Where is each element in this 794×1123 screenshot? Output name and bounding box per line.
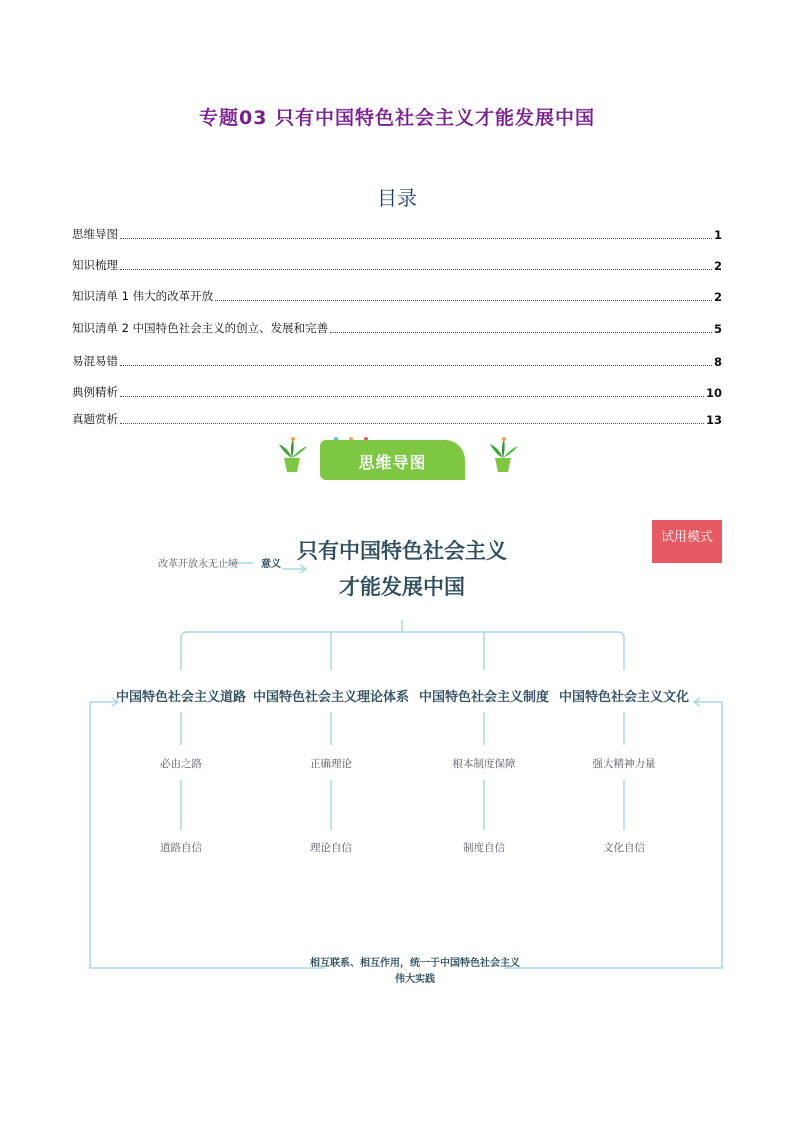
toc-item-label: 典例精析	[72, 385, 118, 399]
toc-item-label: 真题赏析	[72, 412, 118, 426]
section-banner-label: 思维导图	[358, 453, 427, 472]
trial-badge: 试用模式	[652, 520, 722, 563]
toc-item-page: 5	[713, 322, 722, 336]
toc-leader	[120, 364, 712, 366]
toc-leader	[330, 331, 712, 333]
root-title-line1: 只有中国特色社会主义	[297, 539, 507, 563]
toc-leader	[120, 395, 704, 397]
branch-leaf-system: 制度自信	[463, 842, 505, 854]
toc-item-page: 10	[705, 386, 722, 400]
toc-item-page: 2	[713, 259, 722, 273]
branch-sub-theory: 正确理论	[310, 758, 352, 770]
toc-leader	[120, 237, 712, 239]
mindmap-diagram	[0, 500, 794, 1000]
branch-title-theory: 中国特色社会主义理论体系	[252, 690, 410, 705]
left-note-tag: 意义	[261, 559, 281, 570]
plant-icon	[486, 436, 520, 474]
toc-item[interactable]	[72, 411, 722, 427]
feedback-loop-line	[90, 702, 325, 968]
root-title-line2: 才能发展中国	[339, 575, 465, 599]
left-note: 改革开放永无止境	[158, 559, 238, 570]
feedback-loop-line	[505, 702, 722, 968]
toc-item-label: 知识清单 1 伟大的改革开放	[72, 289, 214, 303]
branch-leaf-road: 道路自信	[160, 842, 202, 854]
toc-item[interactable]	[72, 384, 722, 400]
toc-item-page: 2	[713, 290, 722, 304]
relation-note-line1: 相互联系、相互作用，统一于中国特色社会主义	[310, 958, 520, 969]
toc-leader	[120, 422, 704, 424]
document-title: 专题03 只有中国特色社会主义才能发展中国	[198, 107, 596, 129]
toc-leader	[215, 299, 712, 301]
branch-sub-culture: 强大精神力量	[592, 758, 656, 770]
branch-leaf-culture: 文化自信	[603, 842, 645, 854]
toc-item-page: 8	[713, 355, 722, 369]
toc-leader	[120, 268, 712, 270]
toc-item-label: 知识梳理	[72, 258, 118, 272]
toc-item[interactable]	[72, 320, 722, 336]
branch-title-system: 中国特色社会主义制度	[418, 690, 550, 705]
branch-leaf-theory: 理论自信	[310, 842, 352, 854]
toc-item-label: 思维导图	[72, 227, 118, 241]
toc-heading: 目录	[377, 186, 417, 210]
branch-sub-road: 必由之路	[160, 758, 202, 770]
branch-title-road: 中国特色社会主义道路	[115, 690, 247, 705]
toc-item-label: 易混易错	[72, 354, 118, 368]
branch-title-culture: 中国特色社会主义文化	[558, 690, 690, 705]
toc-item[interactable]	[72, 257, 722, 273]
toc-item-page: 13	[705, 413, 722, 427]
toc-item-page: 1	[713, 228, 722, 242]
toc-item-label: 知识清单 2 中国特色社会主义的创立、发展和完善	[72, 321, 329, 335]
plant-icon	[275, 436, 309, 474]
branch-sub-system: 根本制度保障	[452, 758, 516, 770]
toc-item[interactable]	[72, 226, 722, 242]
toc-item[interactable]	[72, 288, 722, 304]
connector-line	[181, 632, 624, 670]
relation-note-line2: 伟大实践	[395, 974, 435, 985]
toc-item[interactable]	[72, 353, 722, 369]
